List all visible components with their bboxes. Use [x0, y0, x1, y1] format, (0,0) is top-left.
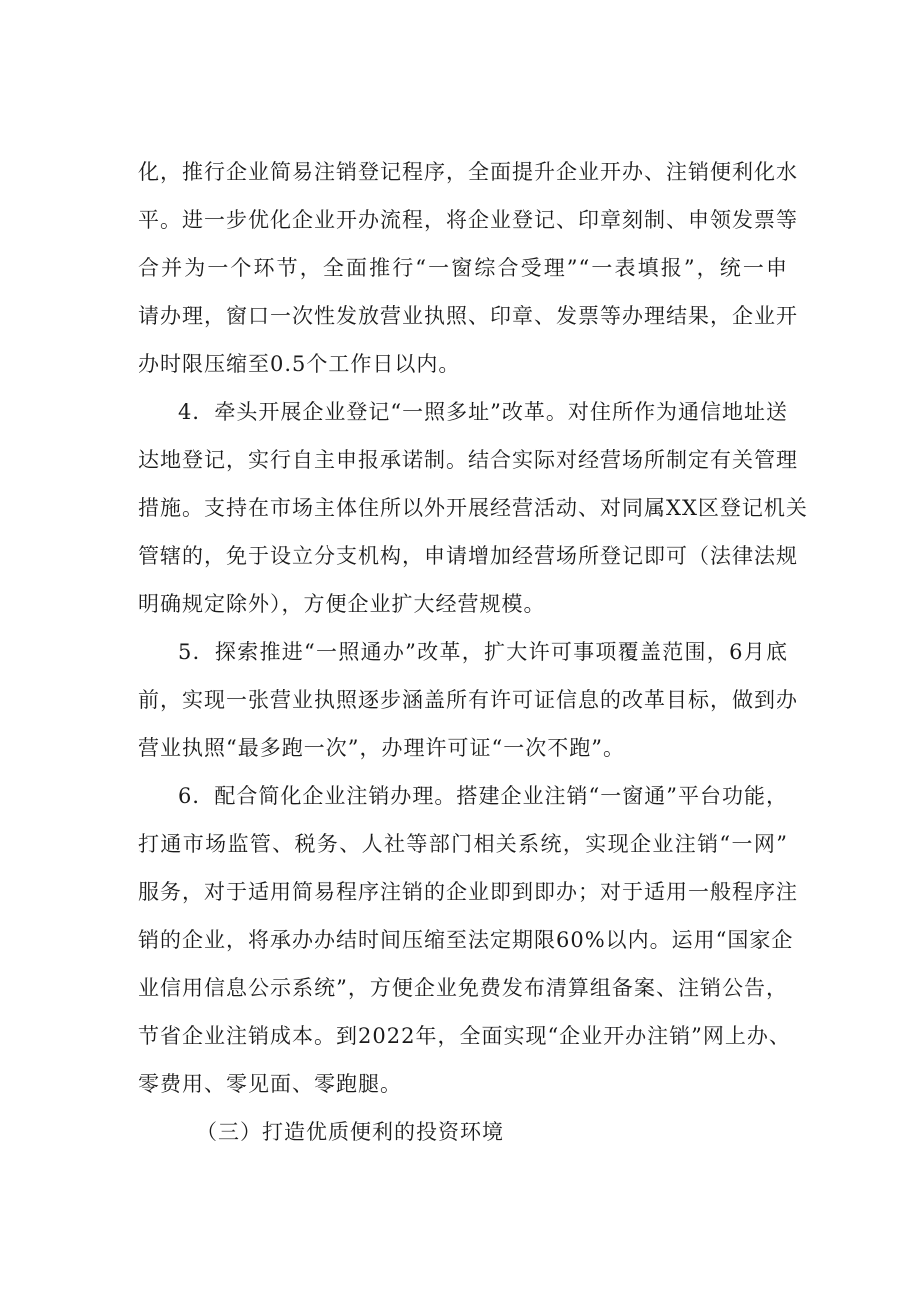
paragraph-line: 4．牵头开展企业登记“一照多址”改革。对住所作为通信地址送 — [178, 400, 788, 424]
paragraph-line: 措施。支持在市场主体住所以外开展经营活动、对同属XX区登记机关 — [138, 496, 808, 520]
paragraph-line: 请办理，窗口一次性发放营业执照、印章、发票等办理结果，企业开 — [138, 304, 798, 328]
paragraph-line: 合并为一个环节，全面推行“一窗综合受理”“一表填报”，统一申 — [138, 256, 788, 280]
paragraph-line: 管辖的，免于设立分支机构，申请增加经营场所登记即可（法律法规 — [138, 544, 798, 568]
paragraph-line: 明确规定除外），方便企业扩大经营规模。 — [138, 592, 546, 616]
paragraph-line: 打通市场监管、税务、人社等部门相关系统，实现企业注销“一网” — [138, 832, 788, 856]
paragraph-line: 化，推行企业简易注销登记程序，全面提升企业开办、注销便利化水 — [138, 160, 798, 184]
paragraph-line: 办时限压缩至0.5个工作日以内。 — [138, 352, 461, 376]
paragraph-line: 服务，对于适用简易程序注销的企业即到即办；对于适用一般程序注 — [138, 880, 798, 904]
section-heading: （三）打造优质便利的投资环境 — [196, 1120, 504, 1144]
paragraph-line: 营业执照“最多跑一次”，办理许可证“一次不跑”。 — [138, 736, 625, 760]
paragraph-line: 业信用信息公示系统”，方便企业免费发布清算组备案、注销公告， — [138, 976, 788, 1000]
paragraph-line: 节省企业注销成本。到2022年，全面实现“企业开办注销”网上办、 — [138, 1024, 791, 1048]
paragraph-line: 5．探索推进“一照通办”改革，扩大许可事项覆盖范围，6月底 — [178, 640, 788, 664]
paragraph-line: 前，实现一张营业执照逐步涵盖所有许可证信息的改革目标，做到办 — [138, 688, 798, 712]
paragraph-line: 平。进一步优化企业开办流程，将企业登记、印章刻制、申领发票等 — [138, 208, 798, 232]
paragraph-line: 6．配合简化企业注销办理。搭建企业注销“一窗通”平台功能， — [178, 784, 788, 808]
paragraph-line: 销的企业，将承办办结时间压缩至法定期限60%以内。运用“国家企 — [138, 928, 794, 952]
paragraph-line: 达地登记，实行自主申报承诺制。结合实际对经营场所制定有关管理 — [138, 448, 798, 472]
paragraph-line: 零费用、零见面、零跑腿。 — [138, 1072, 402, 1096]
